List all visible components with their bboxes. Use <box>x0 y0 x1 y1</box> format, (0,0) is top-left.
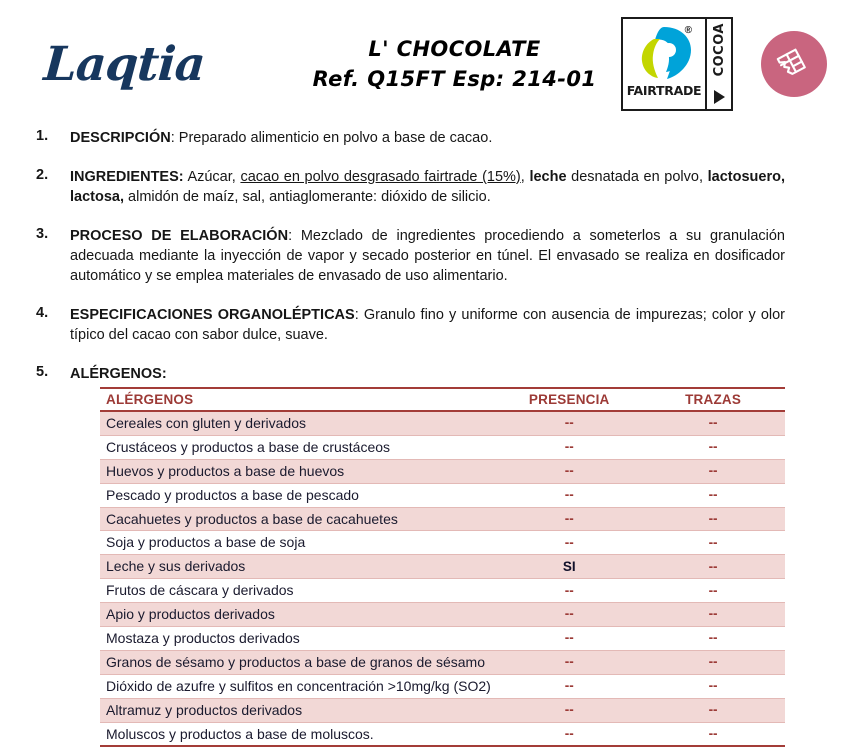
table-row <box>100 650 785 674</box>
allergen-name-cell: Altramuz y productos derivados <box>100 698 497 722</box>
section-description-text: Preparado alimenticio en polvo a base de cacao. <box>178 130 493 146</box>
section-number: 1. <box>36 128 49 144</box>
fairtrade-logo <box>621 17 707 111</box>
allergen-trazas-cell: -- <box>641 507 785 531</box>
table-row <box>100 459 785 483</box>
section-proceso-elaboracion <box>36 226 785 286</box>
section-number: 5. <box>36 364 49 380</box>
allergen-table-body <box>100 411 785 746</box>
section-text <box>70 305 785 345</box>
section-specs-text: Granulo fino y uniforme con ausencia de impurezas; color y olor típico del cacao con sabor dulce, suave. <box>70 307 786 343</box>
section-heading: PROCESO DE ELABORACIÓN <box>70 228 289 244</box>
ingredient-run: almidón de maíz, sal, antiaglomerante: dióxido de silicio. <box>124 189 491 205</box>
section-ingredientes <box>36 167 785 207</box>
ingredient-run: cacao en polvo desgrasado fairtrade (15%) <box>240 169 521 185</box>
brand-logo-text: Laqtia <box>42 36 207 92</box>
allergen-name-cell: Pescado y productos a base de pescado <box>100 483 497 507</box>
table-row <box>100 698 785 722</box>
table-header-row <box>100 388 785 411</box>
ingredient-run: Azúcar, <box>187 169 241 185</box>
section-number: 2. <box>36 167 49 183</box>
allergen-trazas-cell: -- <box>641 483 785 507</box>
section-especificaciones-organolepticas <box>36 305 785 345</box>
allergen-table-container <box>0 387 841 747</box>
ingredient-run: lactosuero, lactosa, <box>70 169 785 205</box>
fairtrade-cocoa-panel <box>707 17 733 111</box>
column-header-trazas: TRAZAS <box>641 388 785 411</box>
section-text <box>70 226 785 286</box>
section-process-text: Mezclado de ingredientes procediendo a someterlos a su granulación adecuada mediante la inyección de vapor y secado posterior en túnel. El envasado se realiza en dosificador automático y se emplea materiales de envasado de uso alimentario. <box>70 228 785 284</box>
section-descripcion <box>36 128 785 148</box>
allergen-presencia-cell: -- <box>497 627 641 651</box>
table-row <box>100 603 785 627</box>
allergen-trazas-cell: -- <box>641 531 785 555</box>
allergen-table <box>100 387 785 747</box>
allergen-name-cell: Frutos de cáscara y derivados <box>100 579 497 603</box>
table-row <box>100 722 785 746</box>
section-alergenos <box>36 364 785 384</box>
allergen-presencia-cell: -- <box>497 531 641 555</box>
allergen-trazas-cell: -- <box>641 411 785 435</box>
allergen-name-cell: Leche y sus derivados <box>100 555 497 579</box>
allergen-trazas-cell: -- <box>641 603 785 627</box>
section-text <box>70 167 785 207</box>
chocolate-badge <box>761 31 827 97</box>
ingredient-run: leche <box>529 169 567 185</box>
allergen-name-cell: Dióxido de azufre y sulfitos en concentración >10mg/kg (SO2) <box>100 674 497 698</box>
section-separator: : <box>354 307 364 323</box>
table-row <box>100 674 785 698</box>
section-number: 3. <box>36 226 49 242</box>
product-title: L' CHOCOLATE <box>368 36 541 61</box>
allergen-presencia-cell: -- <box>497 698 641 722</box>
document-header <box>0 0 841 128</box>
section-text <box>70 364 785 384</box>
allergen-trazas-cell: -- <box>641 650 785 674</box>
chocolate-bar-icon <box>775 45 813 83</box>
section-heading: INGREDIENTES: <box>70 169 184 185</box>
table-row <box>100 507 785 531</box>
allergen-presencia-cell: -- <box>497 603 641 627</box>
allergen-presencia-cell: -- <box>497 507 641 531</box>
document-body <box>0 128 841 384</box>
allergen-name-cell: Cereales con gluten y derivados <box>100 411 497 435</box>
table-row <box>100 555 785 579</box>
arrow-right-icon <box>714 90 725 104</box>
ingredient-run: , <box>520 169 530 185</box>
section-heading: DESCRIPCIÓN <box>70 130 171 146</box>
brand-logo <box>36 36 296 92</box>
allergen-name-cell: Huevos y productos a base de huevos <box>100 459 497 483</box>
product-reference: Ref. Q15FT Esp: 214-01 <box>312 67 597 91</box>
section-number: 4. <box>36 305 49 321</box>
allergen-presencia-cell: -- <box>497 435 641 459</box>
allergen-name-cell: Mostaza y productos derivados <box>100 627 497 651</box>
allergen-name-cell: Soja y productos a base de soja <box>100 531 497 555</box>
table-row <box>100 627 785 651</box>
allergen-name-cell: Crustáceos y productos a base de crustáceos <box>100 435 497 459</box>
allergen-presencia-cell: -- <box>497 483 641 507</box>
table-row <box>100 531 785 555</box>
section-separator: : <box>170 130 179 146</box>
section-separator: : <box>288 228 301 244</box>
column-header-presencia: PRESENCIA <box>497 388 641 411</box>
section-heading: ESPECIFICACIONES ORGANOLÉPTICAS <box>70 307 355 323</box>
allergen-table-head <box>100 388 785 411</box>
allergen-trazas-cell: -- <box>641 674 785 698</box>
table-row <box>100 411 785 435</box>
allergen-name-cell: Apio y productos derivados <box>100 603 497 627</box>
document-title-block <box>296 34 621 95</box>
allergen-trazas-cell: -- <box>641 698 785 722</box>
allergen-trazas-cell: -- <box>641 722 785 746</box>
table-row <box>100 435 785 459</box>
allergen-name-cell: Cacahuetes y productos a base de cacahuetes <box>100 507 497 531</box>
column-header-alergenos: ALÉRGENOS <box>100 388 497 411</box>
table-row <box>100 579 785 603</box>
table-row <box>100 483 785 507</box>
allergen-trazas-cell: -- <box>641 627 785 651</box>
allergen-presencia-cell: -- <box>497 579 641 603</box>
allergen-name-cell: Moluscos y productos a base de moluscos. <box>100 722 497 746</box>
fairtrade-emblem-icon <box>633 24 695 82</box>
allergen-presencia-cell: -- <box>497 722 641 746</box>
fairtrade-certification-mark <box>621 17 733 111</box>
allergen-presencia-cell: -- <box>497 459 641 483</box>
allergen-presencia-cell: -- <box>497 674 641 698</box>
allergen-presencia-cell: -- <box>497 650 641 674</box>
cocoa-label: COCOA <box>711 23 727 77</box>
allergen-presencia-cell: -- <box>497 411 641 435</box>
section-text <box>70 128 785 148</box>
allergen-trazas-cell: -- <box>641 435 785 459</box>
fairtrade-wordmark: FAIRTRADE <box>626 83 702 98</box>
allergen-presencia-cell: SI <box>497 555 641 579</box>
registered-trademark-icon: ® <box>684 25 692 36</box>
section-heading: ALÉRGENOS: <box>70 366 167 382</box>
allergen-trazas-cell: -- <box>641 555 785 579</box>
ingredient-run: desnatada en polvo, <box>566 169 708 185</box>
allergen-trazas-cell: -- <box>641 579 785 603</box>
allergen-name-cell: Granos de sésamo y productos a base de granos de sésamo <box>100 650 497 674</box>
allergen-trazas-cell: -- <box>641 459 785 483</box>
